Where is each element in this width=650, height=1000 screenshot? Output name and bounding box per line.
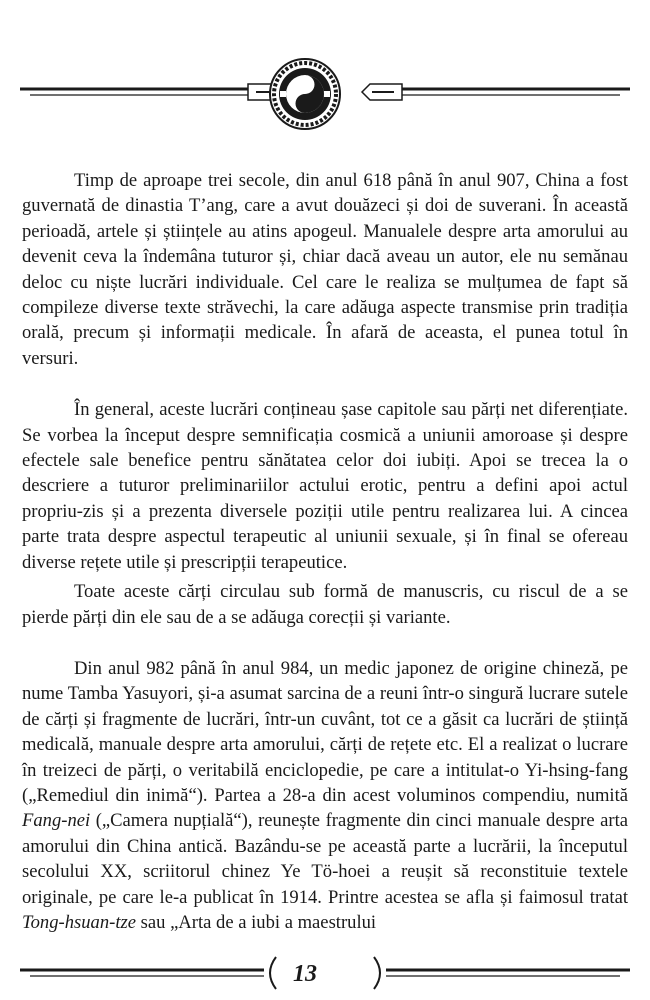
paragraph-text: sau „Arta de a iubi a maestrului [136,911,377,933]
paragraph: Timp de aproape trei secole, din anul 618 până în anul 907, China a fost guvernată de dinastia T’ang, care a avut douăzeci și doi de suverani. În această perioadă, artele și științele au atins apogeul. Manualele despre arta amorului au devenit ceva la îndemâna tuturor și, chiar dacă aveau un autor, ele nu semănau deloc cu niște lucrări individuale. Cel care le realiza se mulțumea de fapt să compileze diverse texte străvechi, la care adăuga aspecte transmise prin tradiția orală, precum și informații medicale. În afară de aceasta, el punea totul în versuri. [22,170,628,369]
italic-title: Tong-hsuan-tze [22,911,136,933]
footer-ornament [20,955,630,995]
page-number: 13 [293,961,317,987]
paragraph-text: („Camera nupțială“), reunește fragmente din cinci manuale despre arta amorului din China antică. Bazându-se pe această parte a lucrării, la începutul secolului XX, scriitorul chinez Ye Tö-hoei a reușit să reconstituie textele originale, pe care le-a publicat în 1914. Printre acestea se afla și faimosul tratat [22,810,628,908]
yin-yang-emblem-icon [268,57,342,131]
body-text [22,168,628,935]
italic-title: Fang-nei [22,810,91,832]
paragraph: Toate aceste cărți circulau sub formă de manuscris, cu riscul de a se pierde părți din ele sau de a se adăuga corecții și variante. [22,581,628,628]
paragraph: În general, aceste lucrări conțineau șase capitole sau părți net diferențiate. Se vorbea la început despre semnificația cosmică a uniunii amoroase și despre efectele sale benefice pentru sănătatea celor doi iubiți. Apoi se trecea la o descriere a tuturor preliminariilor actului erotic, pentru a defini apoi actul propriu-zis și a prezenta diversele poziții utile pentru realizarea lui. A cincea parte trata despre aspectul terapeutic al uniunii sexuale, și în final se ofereau diverse rețete utile și prescripții terapeutice. [22,399,628,573]
paragraph [22,656,628,935]
paragraph-text: Din anul 982 până în anul 984, un medic japonez de origine chineză, pe nume Tamba Yasuyori, și-a asumat sarcina de a reuni într-o singură lucrare sutele de cărți și fragmente de lucrări, într-un cuvânt, tot ce a găsit ca lucrări de știință medicală, manuale despre arta amorului, cărți de rețete etc. El a realizat o lucrare în treizeci de părți, o veritabilă enciclopedie, pe care a intitulat-o Yi-hsing-fang („Remediul din inimă“). Partea a 28-a din acest voluminos compendiu, numită [22,657,628,806]
